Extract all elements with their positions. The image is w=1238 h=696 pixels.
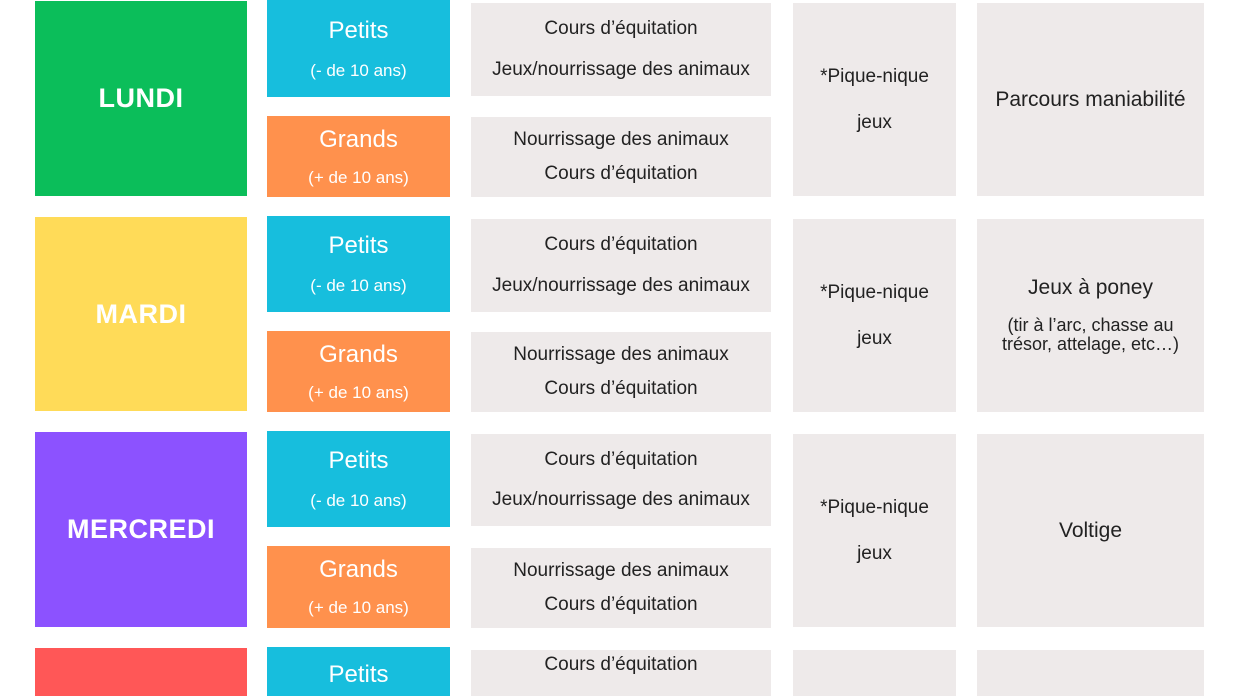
activity: Cours d’équitation <box>544 18 698 40</box>
day-label: LUNDI <box>98 83 184 113</box>
group-age: (- de 10 ans) <box>310 276 407 295</box>
lunch-line: *Pique-nique <box>820 496 929 518</box>
activities-grands-mardi <box>471 332 771 412</box>
lunch-line: *Pique-nique <box>820 65 929 87</box>
day-row-4 <box>35 648 247 696</box>
activities-petits-row-4 <box>471 650 771 696</box>
activity: Jeux/nourrissage des animaux <box>492 58 750 80</box>
activities-grands-lundi <box>471 117 771 197</box>
activities-petits-mercredi <box>471 434 771 526</box>
group-name: Petits <box>328 447 389 474</box>
activities-petits-mardi <box>471 219 771 312</box>
day-mercredi <box>35 432 247 627</box>
lunch-lundi <box>793 3 956 196</box>
activity: Jeux/nourrissage des animaux <box>492 274 750 296</box>
activity: Cours d’équitation <box>544 594 698 615</box>
lunch-line: jeux <box>857 542 892 564</box>
group-grands-lundi <box>267 116 450 197</box>
theme-row-4 <box>977 650 1204 696</box>
lunch-line: jeux <box>857 111 892 133</box>
day-mardi <box>35 217 247 411</box>
theme-title: Parcours maniabilité <box>995 87 1186 111</box>
theme-title: Jeux à poney <box>1028 275 1153 299</box>
theme-subtitle: (tir à l’arc, chasse au trésor, attelage, etc…) <box>1001 314 1180 354</box>
group-grands-mercredi <box>267 546 450 628</box>
activity: Nourrissage des animaux <box>513 560 729 581</box>
lunch-mercredi <box>793 434 956 627</box>
lunch-line: *Pique-nique <box>820 281 929 303</box>
group-petits-row-4 <box>267 647 450 696</box>
theme-mardi <box>977 219 1204 412</box>
activity: Nourrissage des animaux <box>513 129 729 150</box>
theme-lundi <box>977 3 1204 196</box>
activity: Cours d’équitation <box>544 234 698 256</box>
group-name: Petits <box>328 661 389 688</box>
group-age: (- de 10 ans) <box>310 60 407 80</box>
lunch-line: jeux <box>857 327 892 349</box>
group-name: Grands <box>319 125 398 153</box>
activities-petits-lundi <box>471 3 771 96</box>
activity: Jeux/nourrissage des animaux <box>492 489 750 510</box>
day-label: MARDI <box>95 298 187 329</box>
day-lundi <box>35 1 247 196</box>
group-petits-mardi <box>267 216 450 312</box>
group-name: Petits <box>328 232 389 259</box>
activity: Cours d’équitation <box>544 163 698 184</box>
group-grands-mardi <box>267 331 450 412</box>
group-age: (+ de 10 ans) <box>308 382 409 402</box>
lunch-row-4 <box>793 650 956 696</box>
day-label: MERCREDI <box>66 514 215 544</box>
theme-title: Voltige <box>1058 518 1123 542</box>
group-name: Grands <box>319 340 398 368</box>
theme-mercredi <box>977 434 1204 627</box>
lunch-mardi <box>793 219 956 412</box>
group-petits-lundi <box>267 0 450 97</box>
group-petits-mercredi <box>267 431 450 527</box>
activity: Nourrissage des animaux <box>513 344 729 365</box>
activity: Cours d’équitation <box>544 378 698 399</box>
group-name: Petits <box>328 16 389 44</box>
group-age: (+ de 10 ans) <box>308 598 409 617</box>
group-age: (+ de 10 ans) <box>308 167 409 187</box>
activity: Cours d’équitation <box>544 449 698 470</box>
activity: Cours d’équitation <box>544 654 698 675</box>
group-age: (- de 10 ans) <box>310 491 407 510</box>
group-name: Grands <box>319 556 398 583</box>
activities-grands-mercredi <box>471 548 771 628</box>
